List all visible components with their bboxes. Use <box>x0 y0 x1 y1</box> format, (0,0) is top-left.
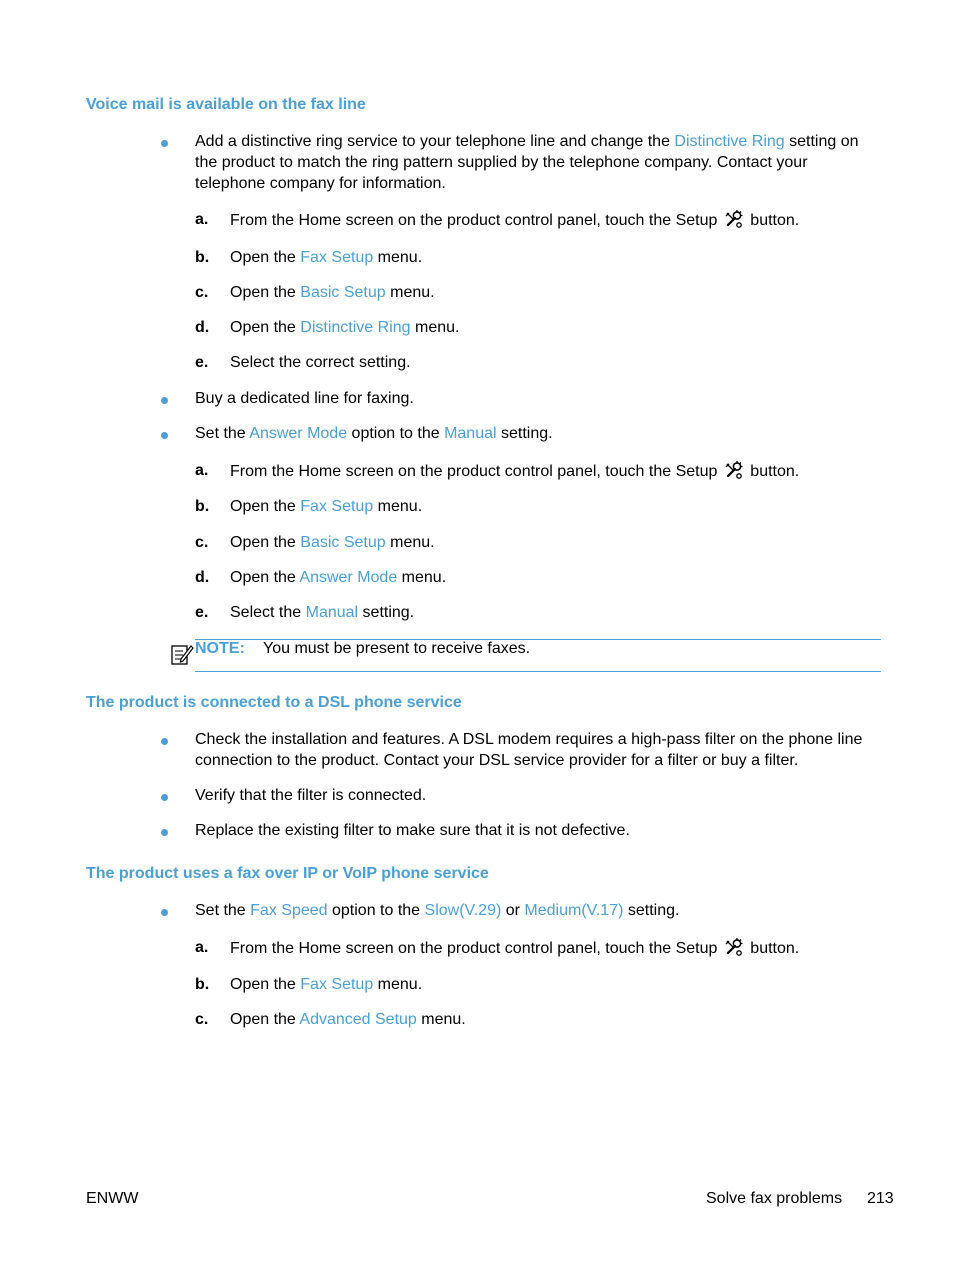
step-text: Open the Distinctive Ring menu. <box>230 319 460 336</box>
step-label: d. <box>195 569 210 586</box>
step-label: c. <box>195 1011 209 1028</box>
setup-icon <box>724 937 744 957</box>
step-label: e. <box>195 354 209 371</box>
section-heading-voicemail: Voice mail is available on the fax line <box>86 96 366 113</box>
step-label: e. <box>195 604 209 621</box>
bullet-text: Replace the existing filter to make sure that it is not defective. <box>195 822 630 839</box>
step-label: b. <box>195 976 210 993</box>
section-heading-voip: The product uses a fax over IP or VoIP phone service <box>86 865 489 882</box>
step-text: Open the Fax Setup menu. <box>230 498 423 515</box>
step-text: Open the Basic Setup menu. <box>230 534 435 551</box>
step-label: b. <box>195 249 210 266</box>
step-text: From the Home screen on the product control panel, touch the Setup button. <box>230 209 799 231</box>
bullet <box>161 738 168 745</box>
step-text: Open the Answer Mode menu. <box>230 569 447 586</box>
step-label: a. <box>195 939 209 956</box>
step-label: c. <box>195 284 209 301</box>
step-text: From the Home screen on the product control panel, touch the Setup button. <box>230 937 799 959</box>
bullet-text: Buy a dedicated line for faxing. <box>195 390 414 407</box>
step-label: d. <box>195 319 210 336</box>
step-text: Select the correct setting. <box>230 354 411 371</box>
bullet-text: Verify that the filter is connected. <box>195 787 427 804</box>
step-text: From the Home screen on the product control panel, touch the Setup button. <box>230 460 799 482</box>
step-label: b. <box>195 498 210 515</box>
bullet <box>161 794 168 801</box>
step-text: Open the Basic Setup menu. <box>230 284 435 301</box>
bullet <box>161 829 168 836</box>
setup-icon <box>724 460 744 480</box>
step-label: c. <box>195 534 209 551</box>
bullet-text: Check the installation and features. A DSL modem requires a high-pass filter on the phone line connection to the product. Contact your DSL service provider for a filter or buy a filter. <box>195 731 863 769</box>
bullet <box>161 397 168 404</box>
bullet <box>161 909 168 916</box>
page-number: 213 <box>867 1190 894 1207</box>
note-label: NOTE: <box>195 640 245 657</box>
footer-section: Solve fax problems <box>706 1190 843 1207</box>
bullet-text: Set the Fax Speed option to the Slow(V.29) or Medium(V.17) setting. <box>195 902 680 919</box>
step-label: a. <box>195 462 209 479</box>
note-icon <box>170 642 194 666</box>
step-label: a. <box>195 211 209 228</box>
bullet <box>161 140 168 147</box>
note-rule-bottom <box>195 671 881 672</box>
step-text: Select the Manual setting. <box>230 604 415 621</box>
bullet <box>161 432 168 439</box>
note-text: You must be present to receive faxes. <box>263 640 531 657</box>
bullet-text: Set the Answer Mode option to the Manual setting. <box>195 425 553 442</box>
bullet-text: Add a distinctive ring service to your telephone line and change the Distinctive Ring setting on the product to match the ring pattern supplied by the telephone company. Contact your telephone company for information. <box>195 133 859 192</box>
step-text: Open the Advanced Setup menu. <box>230 1011 466 1028</box>
footer-left: ENWW <box>86 1190 139 1207</box>
setup-icon <box>724 209 744 229</box>
section-heading-dsl: The product is connected to a DSL phone service <box>86 694 462 711</box>
step-text: Open the Fax Setup menu. <box>230 249 423 266</box>
step-text: Open the Fax Setup menu. <box>230 976 423 993</box>
